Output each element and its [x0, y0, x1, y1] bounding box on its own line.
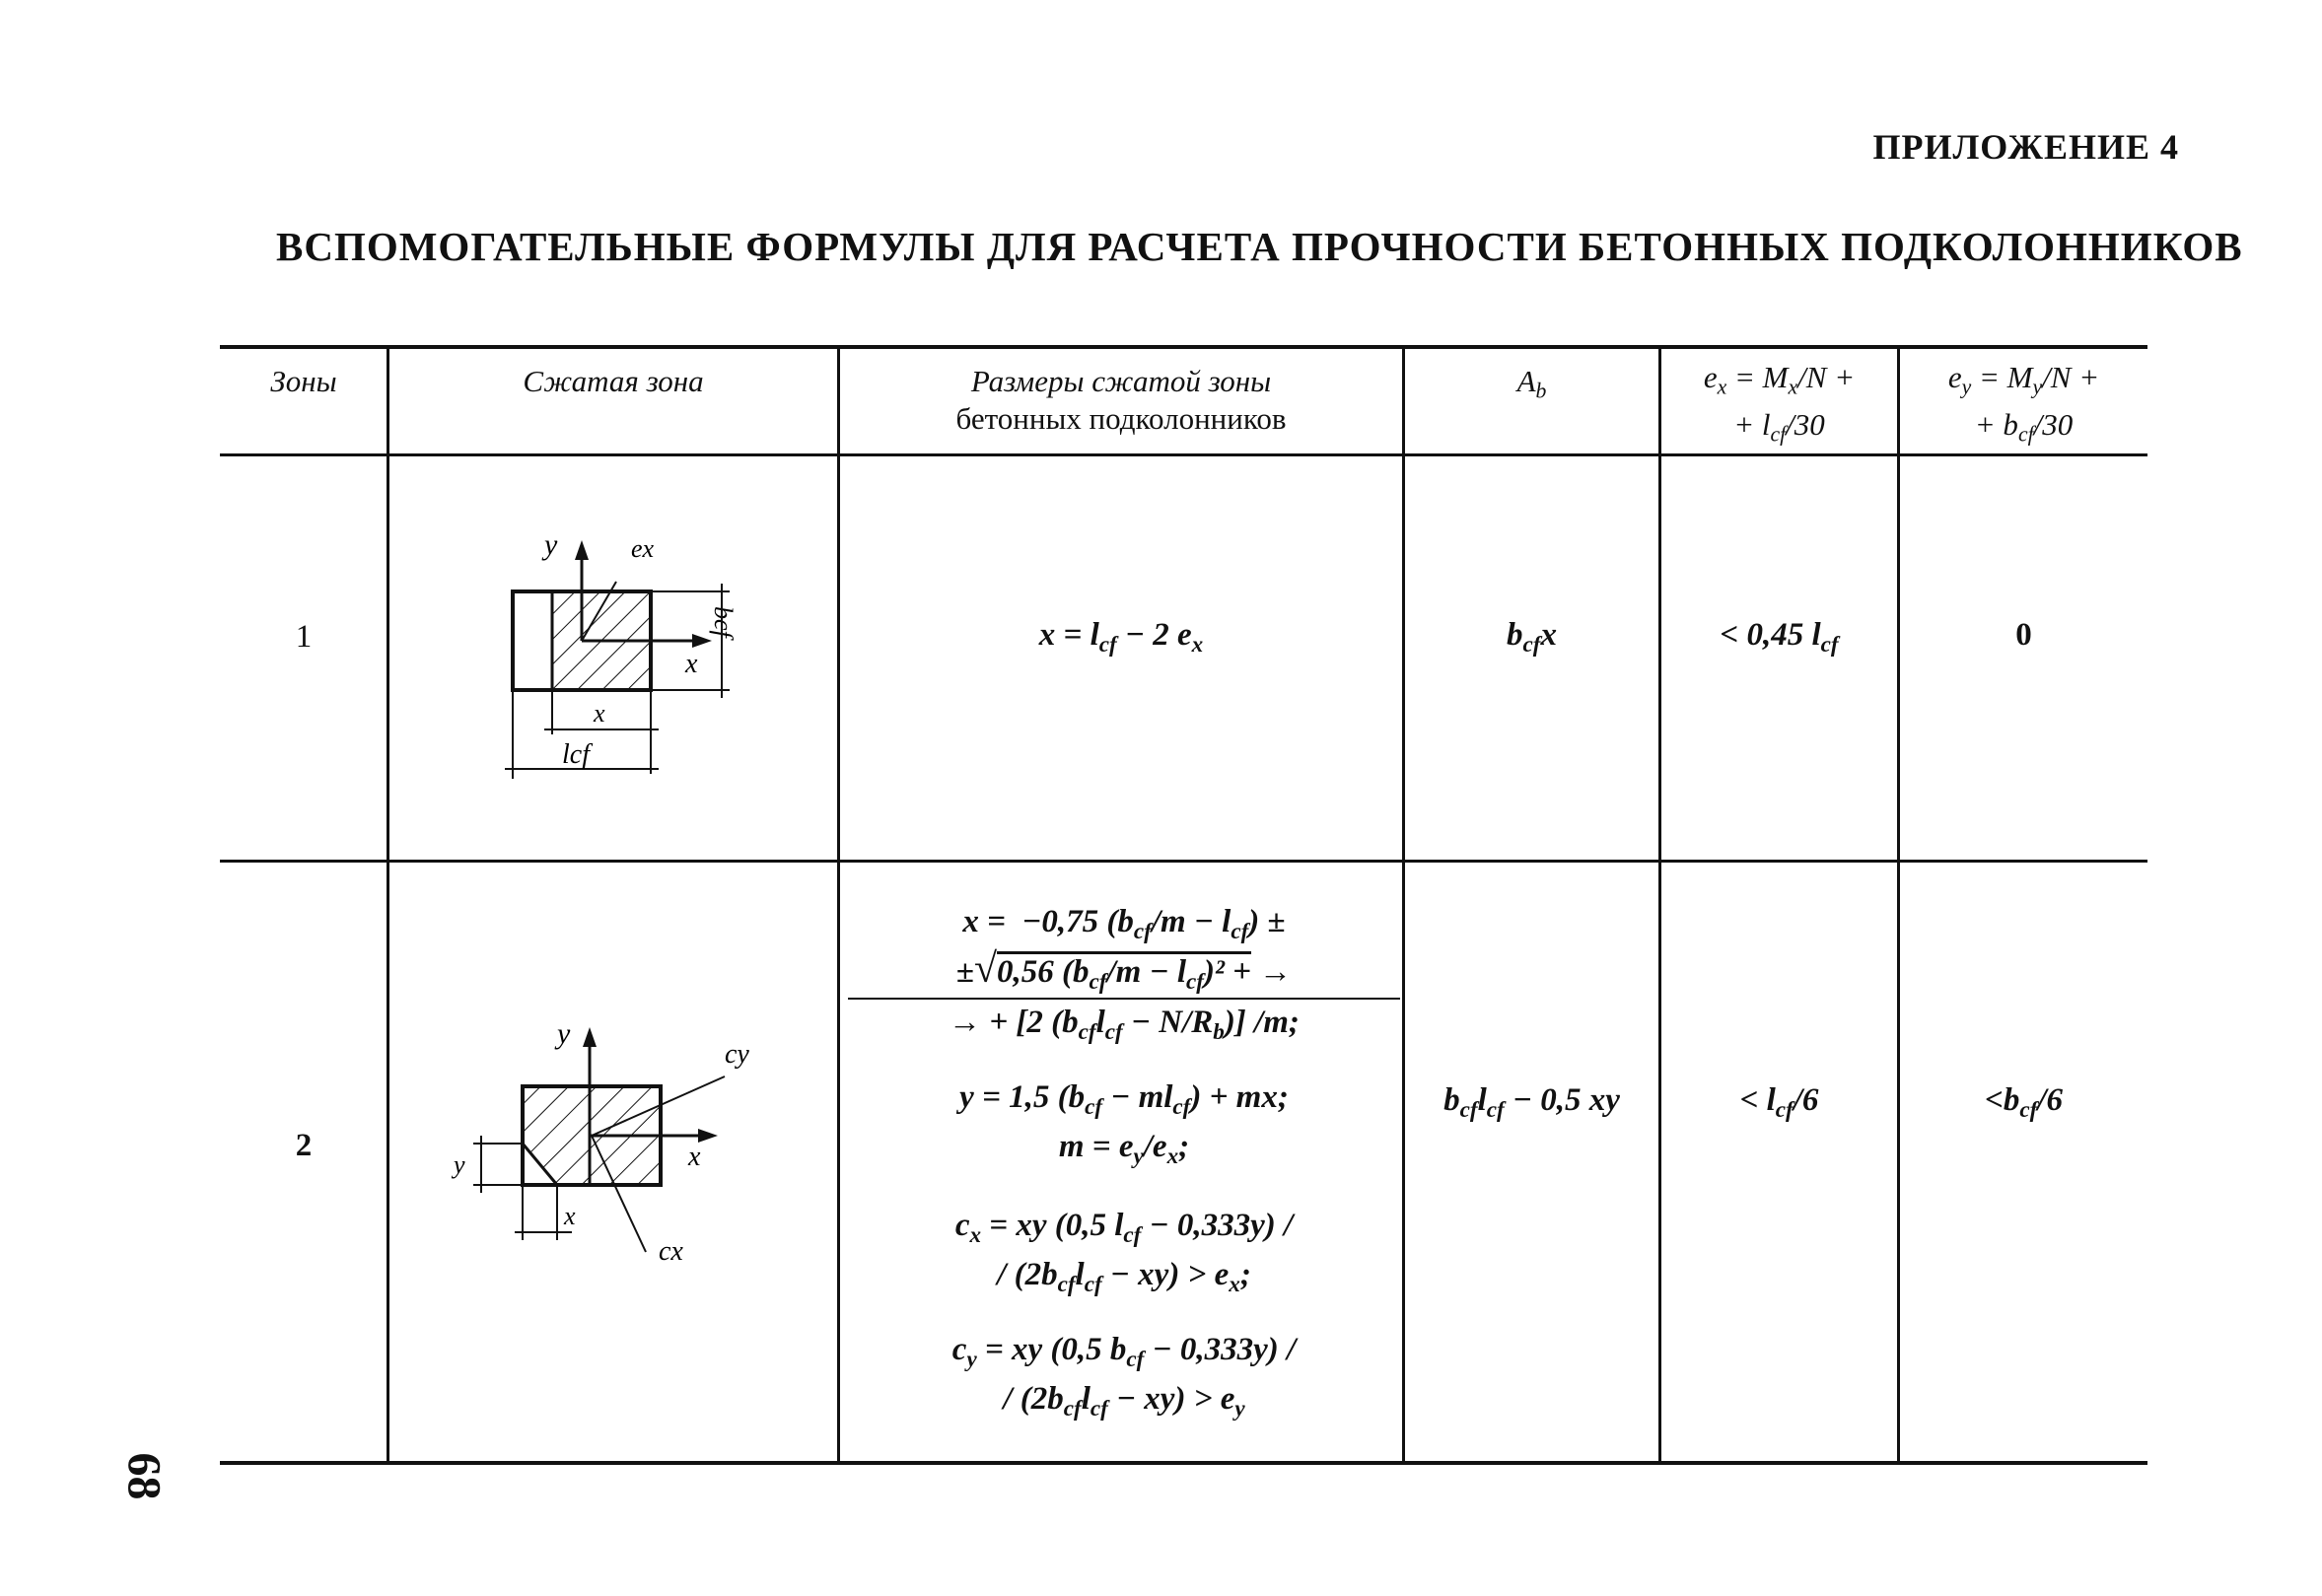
row1-bottom-rule	[220, 860, 2147, 863]
header-ey-line1: $e_y = M_y/N$ +	[1947, 360, 2100, 399]
zone1-dim-x: x	[594, 699, 605, 728]
col-divider-5	[1897, 345, 1900, 1465]
page-title: ВСПОМОГАТЕЛЬНЫЕ ФОРМУЛЫ ДЛЯ РАСЧЕТА ПРОЧНОСТИ БЕТОННЫХ ПОДКОЛОННИКОВ	[276, 224, 2243, 269]
x-axis-arrow-icon	[698, 1129, 718, 1143]
header-dimensions-line2: бетонных подколонников	[955, 401, 1287, 436]
header-bottom-rule	[220, 453, 2147, 456]
row2-zone-diagram	[444, 1015, 769, 1282]
table-top-rule	[220, 345, 2147, 349]
row2-ab: $b_{cf}l_{cf} - 0,5$ xy	[1443, 1082, 1620, 1122]
zone2-diagram-svg	[444, 1015, 769, 1282]
x-axis-arrow-icon	[692, 634, 712, 648]
zone2-label-cy: cy	[725, 1039, 749, 1070]
zone1-label-ex: ex	[631, 534, 655, 563]
col-divider-3	[1402, 345, 1405, 1465]
zone1-label-x-axis: x	[685, 649, 698, 679]
col-divider-2	[837, 345, 840, 1465]
row2-formula-line4: y = 1,5 $(b_{cf} - ml_{cf})$ + mx;	[959, 1079, 1289, 1119]
header-dimensions-line1: Размеры сжатой зоны	[970, 364, 1272, 398]
row2-formula-line6: $c_x$ = xy (0,5 $l_{cf} - 0,333y$) /	[954, 1208, 1294, 1247]
zone2-label-x-axis: x	[688, 1142, 701, 1172]
header-ex	[1661, 359, 1897, 452]
row1-ab: $b_{cf}x$	[1507, 617, 1557, 657]
continuation-arrow-icon: →	[949, 1005, 982, 1040]
header-ab: $A_b$	[1516, 364, 1547, 403]
zone2-label-cx: cx	[659, 1236, 683, 1267]
row1-zone: 1	[295, 619, 313, 655]
zone1-label-bcf: bcf	[709, 606, 738, 638]
row2-formula-line8: $c_y$ = xy (0,5 $b_{cf} - 0,333y$) /	[951, 1332, 1297, 1371]
y-axis-arrow-icon	[583, 1027, 597, 1047]
row1-ey: 0	[2015, 617, 2032, 653]
header-ey	[1900, 359, 2147, 452]
header-ex-line1: $e_x = M_x/N$ +	[1703, 360, 1856, 399]
row2-formula-line5: $m = e_y/e_x$;	[1058, 1129, 1190, 1168]
row2-formula-line1: x = −0,75 $(b_{cf}/m - l_{cf})$ ±	[962, 904, 1286, 943]
row1-formula: $x = l_{cf} - 2$ $e_x$	[1038, 617, 1204, 657]
row2-ex: < $l_{cf}/6$	[1739, 1082, 1819, 1122]
row2-formula-line3: → + [2 $(b_{cf}l_{cf} - N/R_b)$] /m;	[848, 998, 1400, 1054]
zone2-dim-x: x	[564, 1202, 576, 1230]
row1-ex: < 0,45 $l_{cf}$	[1720, 617, 1839, 657]
row1-zone-diagram	[493, 522, 749, 789]
header-zones: Зоны	[270, 364, 337, 398]
header-compressed-zone: Сжатая зона	[523, 364, 704, 398]
col-divider-1	[387, 345, 389, 1465]
appendix-label: ПРИЛОЖЕНИЕ 4	[1872, 127, 2179, 167]
row2-formula-line7: / $(2b_{cf}l_{cf} - xy) > e_x$;	[997, 1257, 1251, 1296]
row2-formula-line2: ±√0,56 $(b_{cf}/m - l_{cf})^2$ + →	[955, 946, 1293, 994]
header-ey-line2: + $b_{cf}/30$	[1974, 406, 2074, 446]
col-divider-4	[1658, 345, 1661, 1465]
zone1-diagram-svg	[493, 522, 749, 789]
row2-ey: $<b_{cf}/6$	[1985, 1082, 2063, 1122]
page-number: 68	[117, 1452, 171, 1500]
zone2-dim-y: y	[454, 1150, 465, 1179]
header-dimensions	[840, 363, 1402, 438]
zone1-label-y: y	[544, 528, 558, 561]
header-ex-line2: + $l_{cf}/30$	[1733, 406, 1825, 446]
row2-zone: 2	[295, 1128, 313, 1163]
zone1-dim-lcf: lcf	[562, 739, 590, 770]
row2-formula-line9: / $(2b_{cf}l_{cf} - xy) > e_y$	[1003, 1381, 1245, 1421]
continuation-arrow-icon: →	[1259, 954, 1293, 990]
zone2-label-y: y	[557, 1017, 571, 1050]
y-axis-arrow-icon	[575, 540, 589, 560]
table-bottom-rule	[220, 1461, 2147, 1465]
